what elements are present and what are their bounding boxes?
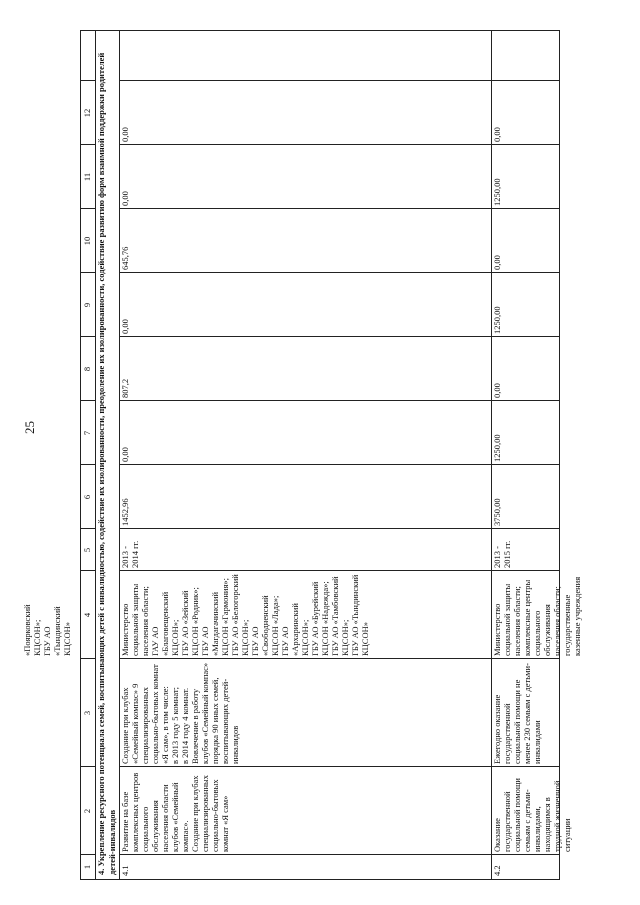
row-number: 4.2 xyxy=(492,865,502,876)
value-col9: 0,00 xyxy=(120,319,130,334)
measure-name: Развитие на базе комплексных центров социального обслуживания населения области клубов «Семейный компас». Создание при клубах специализированных социально-бытовых комнат «Я сам» xyxy=(120,772,231,852)
column-number: 2 xyxy=(82,808,92,814)
value-col11: 1250,00 xyxy=(492,178,502,206)
carryover-executor: «Поярковский КЦСОН»; ГБУ АО «Тындинский КЦСОН» xyxy=(22,604,73,656)
page-number: 25 xyxy=(22,421,37,434)
value-col11: 0,00 xyxy=(120,191,130,206)
value-col7: 1250,00 xyxy=(492,434,502,462)
value-col8: 807,2 xyxy=(120,378,130,398)
measure-name: Оказание государственной социальной помощи семьям с детьми-инвалидами, находящимся в трудной жизненной ситуации xyxy=(492,778,573,852)
expected-result: Ежегодно оказание государственной социальной помощи не менее 230 семьям с детьми-инвалидами xyxy=(492,663,543,764)
column-number: 1 xyxy=(82,864,92,870)
column-number: 5 xyxy=(82,547,92,553)
executor: Министерство социальной защиты населения области; комплексные центры социального обслуживания населения области; государственные казенные учреждения xyxy=(492,576,583,656)
row-number: 4.1 xyxy=(120,865,130,876)
period: 2013 - 2015 гг. xyxy=(492,540,513,568)
column-number: 6 xyxy=(82,494,92,500)
value-col8: 0,00 xyxy=(492,383,502,398)
column-number: 12 xyxy=(82,108,92,118)
value-col7: 0,00 xyxy=(120,447,130,462)
executor: Министерство социальной защиты населения области; ГАУ АО «Благовещенский КЦСОН»; ГБУ АО «Зейский КЦСОН «Родник»; ГБУ АО «Магдагачинский КЦСОН «Гармония»; ГБУ АО «Белогорский КЦСОН»; ГБУ АО «Свободненский КЦСОН «Лада»; ГБУ АО «Архаринский КЦСОН»; ГБУ АО «Бурейский КЦСОН «Надежда»; ГБУ АО «Тамбовский КЦСОН»; ГБУ АО «Тындинский КЦСОН» xyxy=(120,574,371,656)
value-col6: 1452,96 xyxy=(120,498,130,526)
value-col12: 0,00 xyxy=(120,127,130,142)
column-number: 10 xyxy=(82,236,92,246)
column-number: 7 xyxy=(82,430,92,436)
data-table xyxy=(22,30,583,880)
expected-result: Создание при клубах «Семейный компас» 9 специализированных социально-бытовых комнат «Я сам», в том числе: в 2013 году 5 комнат; в 2014 году 4 комнат. Вовлечение в работу клубов «Семейный компас» порядка 90 иных семей, воспитывающих детей-инвалидов xyxy=(120,662,241,764)
value-col10: 0,00 xyxy=(492,255,502,270)
value-col12: 0,00 xyxy=(492,127,502,142)
section-title: 4. Укрепление ресурсного потенциала семей, воспитывающих детей с инвалидностью, содействие их изолированности, преодоление их изолированности, содействие развитию форм взаимной поддержки родителей детей-инвалидов xyxy=(96,52,118,875)
column-number: 3 xyxy=(82,710,92,716)
value-col10: 645,76 xyxy=(120,246,130,270)
value-col6: 3750,00 xyxy=(492,498,502,526)
column-number: 8 xyxy=(82,366,92,372)
period: 2013 - 2014 гг. xyxy=(120,540,141,568)
column-number: 4 xyxy=(82,612,92,618)
column-number: 11 xyxy=(82,172,92,182)
column-number: 9 xyxy=(82,302,92,308)
value-col9: 1250,00 xyxy=(492,306,502,334)
